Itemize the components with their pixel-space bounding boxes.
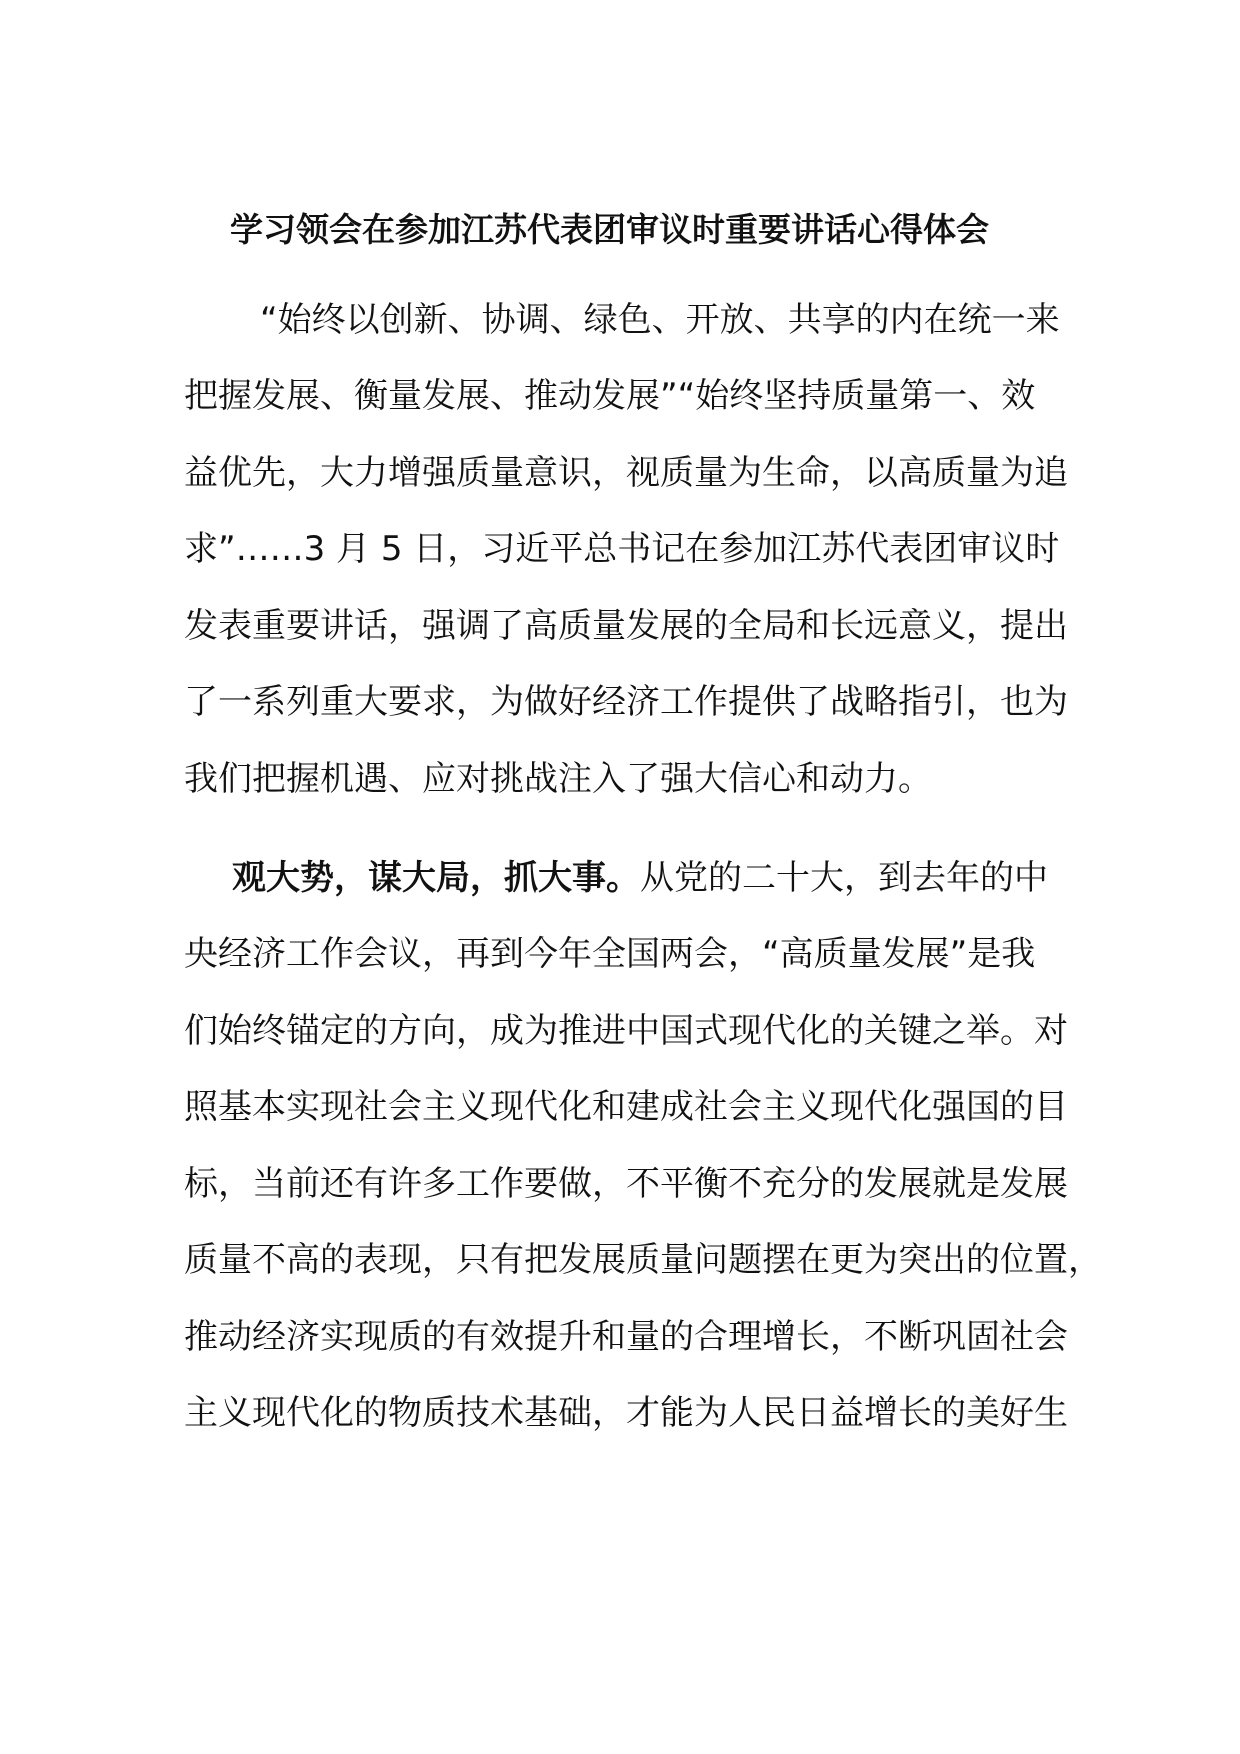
- paragraph-1-line-3: 益优先，大力增强质量意识，视质量为生命，以高质量为追: [184, 453, 1068, 493]
- paragraph-1-line-7: 我们把握机遇、应对挑战注入了强大信心和动力。: [184, 759, 932, 799]
- paragraph-2-line-8: 主义现代化的物质技术基础，才能为人民日益增长的美好生: [184, 1393, 1068, 1433]
- paragraph-2-first-line: [232, 856, 1048, 900]
- paragraph-2-line-4: 照基本实现社会主义现代化和建成社会主义现代化强国的目: [184, 1087, 1068, 1127]
- paragraph-1-line-2: 把握发展、衡量发展、推动发展”“始终坚持质量第一、效: [184, 376, 1036, 416]
- paragraph-2-line-5: 标，当前还有许多工作要做，不平衡不充分的发展就是发展: [184, 1164, 1068, 1204]
- paragraph-2-line-3: 们始终锚定的方向，成为推进中国式现代化的关键之举。对: [184, 1011, 1068, 1051]
- paragraph-1-line-5: 发表重要讲话，强调了高质量发展的全局和长远意义，提出: [184, 606, 1068, 646]
- paragraph-2-line-2: 央经济工作会议，再到今年全国两会，“高质量发展”是我: [184, 934, 1036, 974]
- paragraph-2-line-6: 质量不高的表现，只有把发展质量问题摆在更为突出的位置，: [184, 1240, 1102, 1280]
- paragraph-2-line-7: 推动经济实现质的有效提升和量的合理增长，不断巩固社会: [184, 1317, 1068, 1357]
- paragraph-2-heading: 观大势，谋大局，抓大事。: [232, 858, 640, 898]
- paragraph-1-line-6: 了一系列重大要求，为做好经济工作提供了战略指引，也为: [184, 682, 1068, 722]
- paragraph-1-line-1: “始终以创新、协调、绿色、开放、共享的内在统一来: [260, 300, 1060, 340]
- paragraph-1-line-4: 求”……3 月 5 日，习近平总书记在参加江苏代表团审议时: [184, 529, 1060, 569]
- paragraph-2-first-line-text: 从党的二十大，到去年的中: [640, 858, 1048, 898]
- document-title: 学习领会在参加江苏代表团审议时重要讲话心得体会: [230, 210, 989, 249]
